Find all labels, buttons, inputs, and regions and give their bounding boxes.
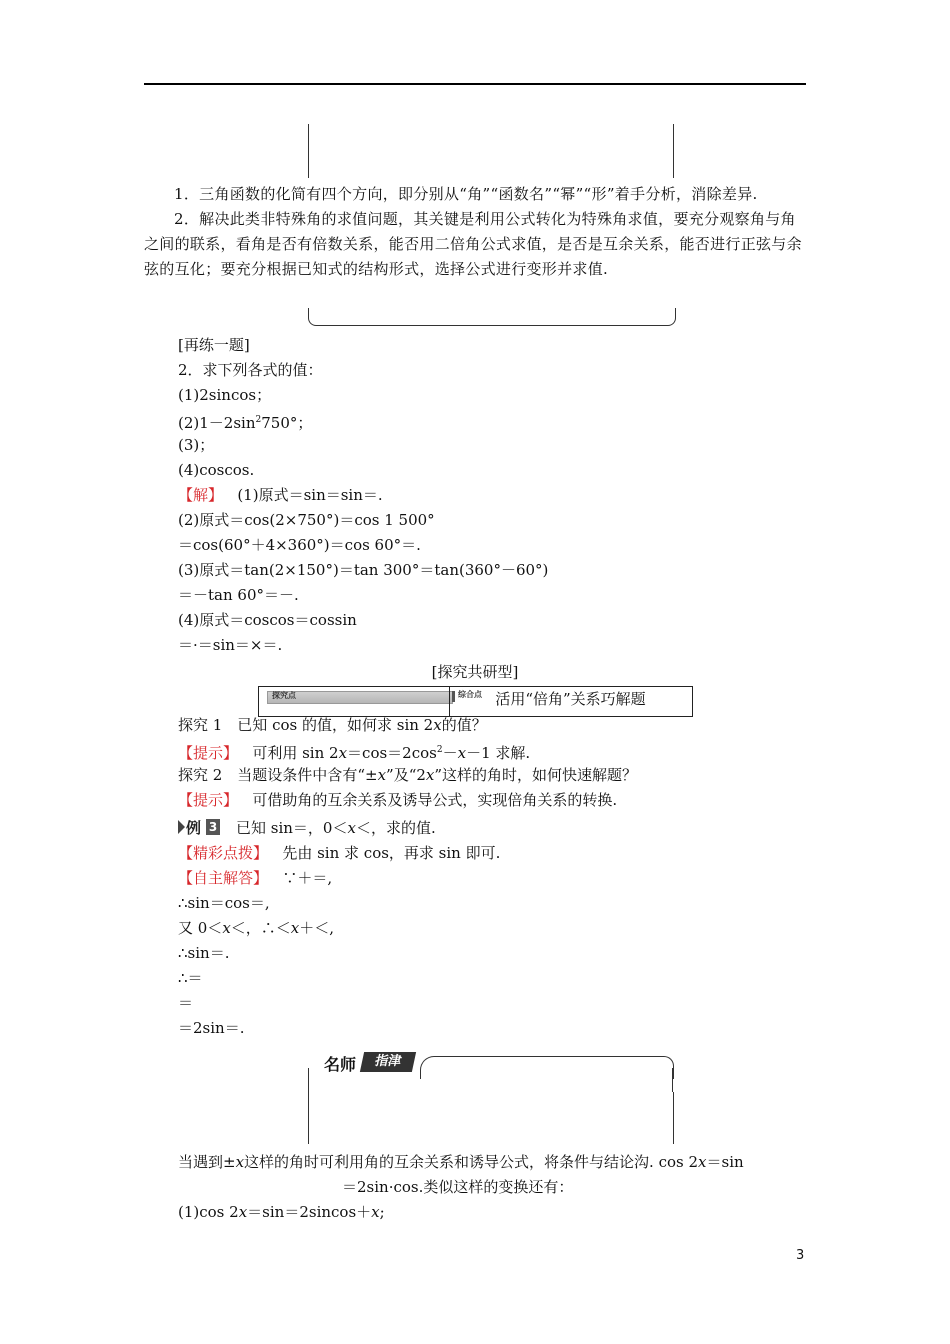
explore-title: 活用“倍角”关系巧解题 xyxy=(495,690,646,708)
explore-q1: 探究 1 已知 cos 的值，如何求 sin 2x的值？ xyxy=(178,716,487,734)
page-number: 3 xyxy=(796,1248,805,1263)
explore-point-strip: 探究点 xyxy=(267,691,453,704)
practice-q3: (3)； xyxy=(178,436,215,454)
teacher-guide-tag: 指津 xyxy=(360,1052,416,1072)
explore-hint-1: 【提示】 可利用 $\sin 2x=\cos=2\cos^2-x-1$ 求解. xyxy=(178,744,531,762)
solution-step-5: ＝ xyxy=(178,994,194,1012)
practice-q2: $(2)1-2\sin^2750^\circ$； xyxy=(178,414,313,432)
tips-box-bottom xyxy=(308,308,676,326)
synthesis-point-tag: 综合点 xyxy=(458,690,482,699)
tip-2: 2．解决此类非特殊角的求值问题，其关键是利用公式转化为特殊角求值，要充分观察角与角之间的联系，看角是否有倍数关系，能否用二倍角公式求值，是否是互余关系，能否进行正弦与余弦的互化；要充分根据已知式的结构形式，选择公式进行变形并求值. xyxy=(144,210,802,278)
header-rule xyxy=(144,83,806,85)
example-hint: 【精彩点拨】 先由 sin 求 cos，再求 sin 即可. xyxy=(178,844,501,862)
tips-box-top xyxy=(308,124,674,178)
teacher-guide-box xyxy=(308,1092,674,1144)
practice-question: 2．求下列各式的值： xyxy=(178,361,323,379)
hint-label: 【提示】 xyxy=(178,744,239,762)
explore-section-label: [探究共研型] xyxy=(431,663,519,681)
practice-q1: (1)2sincos； xyxy=(178,386,272,404)
tip-1: 1．三角函数的化简有四个方向，即分别从“角”“函数名”“幂”“形”着手分析，消除差异. xyxy=(174,185,758,203)
solution-label: 【解】 xyxy=(178,486,224,504)
example-solution-start: 【自主解答】 ∵＋＝, xyxy=(178,869,333,887)
zizhu-label: 【自主解答】 xyxy=(178,869,269,887)
example-statement: 例 3 已知 sin＝，0＜x＜，求的值. xyxy=(178,817,436,839)
answer-4: (3)原式＝tan(2×150°)＝tan 300°＝tan(360°－60°) xyxy=(178,561,549,579)
solution-step-3: ∴sin＝. xyxy=(178,944,230,962)
answer-3: ＝cos(60°＋4×360°)＝cos 60°＝. xyxy=(178,536,421,554)
solution-step-4: ∴＝ xyxy=(178,969,203,987)
example-badge: 例 3 xyxy=(178,818,222,836)
answer-7: ＝·＝sin＝×＝. xyxy=(178,636,283,654)
triangle-icon xyxy=(178,820,185,834)
guide-line-3: (1)cos 2x＝sin＝2sincos＋x; xyxy=(178,1203,385,1221)
answer-1: 【解】 (1)原式＝sin＝sin＝. xyxy=(178,486,383,504)
jingcai-label: 【精彩点拨】 xyxy=(178,844,269,862)
answer-6: (4)原式＝coscos＝cossin xyxy=(178,611,357,629)
explore-title-bar xyxy=(258,686,693,717)
answer-5: ＝－tan 60°＝－. xyxy=(178,586,299,604)
explore-q2: 探究 2 当题设条件中含有“±x”及“2x”这样的角时，如何快速解题？ xyxy=(178,766,638,784)
solution-step-6: ＝2sin＝. xyxy=(178,1019,245,1037)
tips-paragraphs xyxy=(144,182,809,282)
explore-hint-2: 【提示】 可借助角的互余关系及诱导公式，实现倍角关系的转换. xyxy=(178,791,618,809)
teacher-guide-header xyxy=(308,1052,676,1092)
guide-line-1: 当遇到±x这样的角时可利用角的互余关系和诱导公式，将条件与结论沟. cos 2x＝sin xyxy=(178,1153,744,1171)
guide-line-2: ＝2sin·cos.类似这样的变换还有： xyxy=(342,1178,574,1196)
answer-2: (2)原式＝cos(2×750°)＝cos 1 500° xyxy=(178,511,435,529)
solution-step-2: 又 0＜x＜，∴＜x＋＜, xyxy=(178,919,335,937)
teacher-guide-label: 名师 xyxy=(324,1055,357,1074)
solution-step-1: ∴sin＝cos＝, xyxy=(178,894,270,912)
hint-label: 【提示】 xyxy=(178,791,239,809)
practice-q4: (4)coscos. xyxy=(178,461,255,479)
practice-header: [再练一题] xyxy=(178,336,250,354)
